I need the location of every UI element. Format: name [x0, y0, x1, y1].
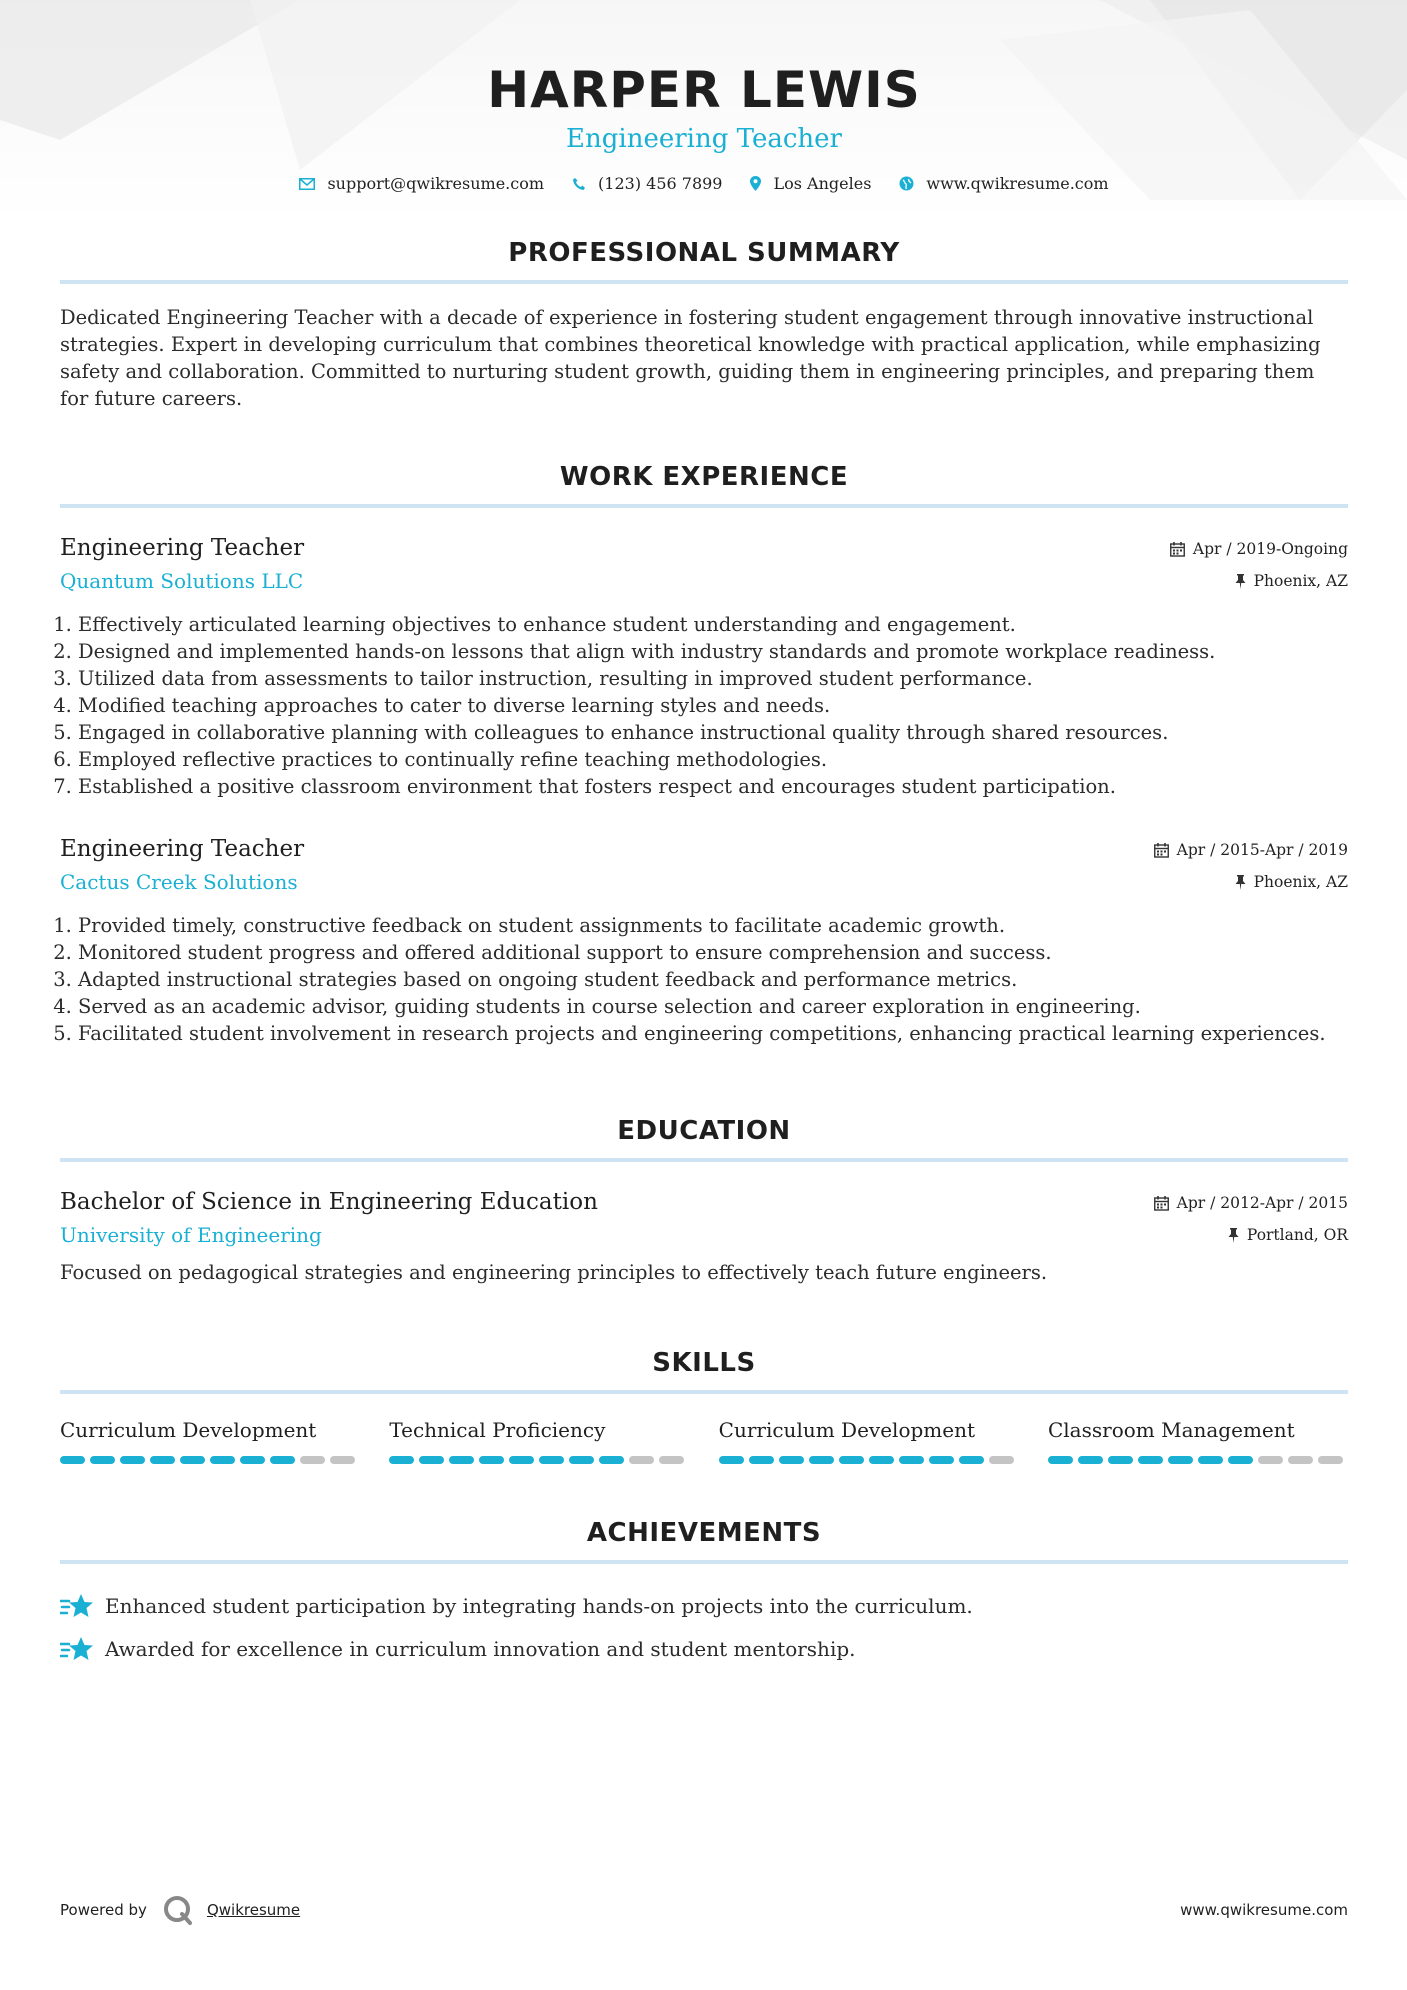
skill-segment-filled [899, 1456, 924, 1464]
job-title: Engineering Teacher [60, 535, 305, 561]
achievement-item [60, 1627, 1348, 1670]
job-location: Phoenix, AZ [1253, 873, 1348, 891]
skill-segment-filled [1198, 1456, 1223, 1464]
skill-segment-filled [1108, 1456, 1133, 1464]
powered-by-label: Powered by [60, 1901, 147, 1919]
skill-segment-filled [90, 1456, 115, 1464]
skills-heading: SKILLS [60, 1346, 1348, 1394]
location-text: Los Angeles [773, 174, 872, 193]
experience-section [60, 460, 1348, 508]
skill-level-bar [1048, 1456, 1348, 1464]
skill-item [389, 1416, 689, 1464]
skill-segment-filled [150, 1456, 175, 1464]
skill-segment-filled [1228, 1456, 1253, 1464]
skill-segment-filled [1138, 1456, 1163, 1464]
skill-segment-filled [210, 1456, 235, 1464]
contact-website[interactable] [899, 174, 1108, 193]
achievement-text: Enhanced student participation by integrating hands-on projects into the curriculum. [105, 1593, 973, 1618]
list-item: 3. Utilized data from assessments to tailor instruction, resulting in improved student performance. [78, 665, 1348, 692]
list-item: 6. Employed reflective practices to continually refine teaching methodologies. [78, 746, 1348, 773]
pushpin-icon [1228, 1228, 1239, 1243]
skill-segment-filled [120, 1456, 145, 1464]
skill-segment-empty [659, 1456, 684, 1464]
skill-segment-filled [1168, 1456, 1193, 1464]
list-item: 5. Engaged in collaborative planning with colleagues to enhance instructional quality through shared resources. [78, 719, 1348, 746]
resume-header [60, 0, 1348, 193]
skill-segment-filled [1048, 1456, 1073, 1464]
resume-page [60, 0, 1348, 1661]
skill-segment-filled [809, 1456, 834, 1464]
skill-segment-empty [1318, 1456, 1343, 1464]
skill-segment-filled [869, 1456, 894, 1464]
skill-name: Curriculum Development [60, 1418, 317, 1442]
list-item: 1. Provided timely, constructive feedback on student assignments to facilitate academic growth. [78, 912, 1348, 939]
skill-segment-filled [539, 1456, 564, 1464]
achievements-list [60, 1584, 1348, 1670]
job-entry [60, 533, 1348, 800]
skill-segment-filled [599, 1456, 624, 1464]
list-item: 4. Modified teaching approaches to cater to diverse learning styles and needs. [78, 692, 1348, 719]
degree-title: Bachelor of Science in Engineering Education [60, 1189, 598, 1215]
skill-segment-filled [839, 1456, 864, 1464]
skill-level-bar [389, 1456, 689, 1464]
skill-segment-filled [929, 1456, 954, 1464]
list-item: 1. Effectively articulated learning objectives to enhance student understanding and engagement. [78, 611, 1348, 638]
company-name: Quantum Solutions LLC [60, 569, 304, 593]
website-text: www.qwikresume.com [926, 174, 1109, 193]
skill-segment-empty [300, 1456, 325, 1464]
footer-website[interactable]: www.qwikresume.com [1180, 1901, 1348, 1919]
contact-row [60, 174, 1348, 193]
envelope-icon [299, 178, 315, 190]
brand-link[interactable]: Qwikresume [206, 1901, 301, 1919]
skill-segment-filled [479, 1456, 504, 1464]
calendar-icon [1154, 843, 1169, 858]
qwikresume-logo-icon [163, 1895, 193, 1925]
skill-segment-empty [330, 1456, 355, 1464]
skill-item [1048, 1416, 1348, 1464]
pushpin-icon [1235, 574, 1246, 589]
skill-segment-empty [1258, 1456, 1283, 1464]
skill-level-bar [60, 1456, 360, 1464]
list-item: 2. Monitored student progress and offered additional support to ensure comprehension and success. [78, 939, 1348, 966]
calendar-icon [1154, 1196, 1169, 1211]
experience-heading: WORK EXPERIENCE [60, 460, 1348, 508]
skill-item [60, 1416, 360, 1464]
education-location: Portland, OR [1246, 1226, 1348, 1244]
education-heading: EDUCATION [60, 1114, 1348, 1162]
achievements-heading: ACHIEVEMENTS [60, 1516, 1348, 1564]
education-dates: Apr / 2012-Apr / 2015 [1176, 1194, 1348, 1212]
job-entry [60, 834, 1348, 1047]
skill-segment-empty [629, 1456, 654, 1464]
job-bullets [60, 611, 1348, 800]
powered-by [60, 1895, 300, 1925]
email-text: support@qwikresume.com [327, 174, 545, 193]
skill-segment-filled [240, 1456, 265, 1464]
list-item: 4. Served as an academic advisor, guiding students in course selection and career exploration in engineering. [78, 993, 1348, 1020]
summary-heading: PROFESSIONAL SUMMARY [60, 236, 1348, 284]
skill-name: Classroom Management [1047, 1418, 1295, 1442]
star-icon [60, 1591, 93, 1621]
list-item: 7. Established a positive classroom environment that fosters respect and encourages student participation. [78, 773, 1348, 800]
skill-segment-filled [569, 1456, 594, 1464]
skill-segment-filled [959, 1456, 984, 1464]
education-description: Focused on pedagogical strategies and engineering principles to effectively teach future engineers. [60, 1261, 1048, 1284]
skill-segment-filled [449, 1456, 474, 1464]
skill-segment-filled [419, 1456, 444, 1464]
skill-item [719, 1416, 1019, 1464]
phone-text: (123) 456 7899 [598, 174, 723, 193]
skill-segment-filled [719, 1456, 744, 1464]
achievement-item [60, 1584, 1348, 1627]
skill-segment-filled [1078, 1456, 1103, 1464]
skill-segment-filled [389, 1456, 414, 1464]
job-bullets [60, 912, 1348, 1047]
summary-section [60, 236, 1348, 412]
skill-segment-filled [749, 1456, 774, 1464]
candidate-role: Engineering Teacher [566, 124, 842, 154]
education-section [60, 1114, 1348, 1162]
job-dates: Apr / 2015-Apr / 2019 [1176, 841, 1348, 859]
list-item: 5. Facilitated student involvement in research projects and engineering competitions, enhancing practical learning experiences. [78, 1020, 1348, 1047]
skill-segment-empty [1288, 1456, 1313, 1464]
list-item: 3. Adapted instructional strategies based on ongoing student feedback and performance metrics. [78, 966, 1348, 993]
phone-icon [572, 177, 586, 191]
contact-location [750, 174, 871, 193]
skill-name: Technical Proficiency [389, 1418, 606, 1442]
job-title: Engineering Teacher [60, 836, 305, 862]
company-name: Cactus Creek Solutions [60, 870, 298, 894]
skill-name: Curriculum Development [718, 1418, 976, 1442]
globe-icon [899, 176, 914, 191]
contact-email[interactable] [299, 174, 544, 193]
job-location: Phoenix, AZ [1253, 572, 1348, 590]
star-icon [60, 1634, 93, 1664]
school-name: University of Engineering [60, 1223, 322, 1247]
skills-section [60, 1346, 1348, 1394]
map-marker-icon [750, 176, 761, 191]
skill-segment-filled [270, 1456, 295, 1464]
skill-segment-filled [60, 1456, 85, 1464]
list-item: 2. Designed and implemented hands-on lessons that align with industry standards and promote workplace readiness. [78, 638, 1348, 665]
skill-level-bar [719, 1456, 1019, 1464]
calendar-icon [1170, 542, 1185, 557]
achievement-text: Awarded for excellence in curriculum innovation and student mentorship. [105, 1636, 856, 1661]
candidate-name: HARPER LEWIS [487, 61, 921, 119]
skill-segment-filled [180, 1456, 205, 1464]
job-dates: Apr / 2019-Ongoing [1192, 540, 1348, 558]
skill-segment-filled [779, 1456, 804, 1464]
skill-segment-filled [509, 1456, 534, 1464]
page-footer [60, 1895, 1348, 1925]
skills-list [60, 1416, 1348, 1464]
summary-text: Dedicated Engineering Teacher with a decade of experience in fostering student engagement through innovative instructional strategies. Expert in developing curriculum that combines theoretical knowledge with practical application, while emphasizing safety and collaboration. Committed to nurturing student growth, guiding them in engineering principles, and preparing them for future careers. [60, 306, 1321, 410]
pushpin-icon [1235, 875, 1246, 890]
skill-segment-empty [989, 1456, 1014, 1464]
contact-phone[interactable] [572, 174, 722, 193]
achievements-section [60, 1516, 1348, 1564]
education-entry [60, 1187, 1348, 1286]
